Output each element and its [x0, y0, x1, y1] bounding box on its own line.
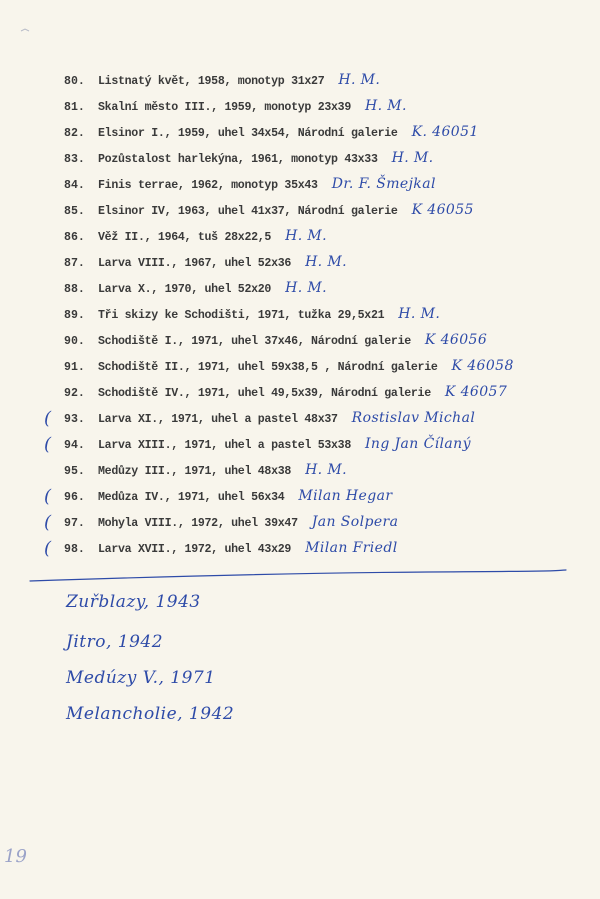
list-item — [44, 512, 594, 534]
list-item — [64, 254, 594, 274]
handwritten-addition: Melancholie, 1942 — [66, 704, 235, 724]
handwritten-owner-note: H. M. — [285, 228, 327, 244]
entry-number: 92. — [64, 387, 85, 400]
page-number: 19 — [4, 846, 27, 867]
handwritten-addition: Medúzy V., 1971 — [66, 668, 216, 688]
entry-text: Finis terrae, 1962, monotyp 35x43 — [98, 179, 318, 192]
entry-text: Medůzy III., 1971, uhel 48x38 — [98, 465, 292, 478]
entry-text: Schodiště IV., 1971, uhel 49,5x39, Národní galerie — [98, 387, 431, 400]
entry-number: 82. — [64, 127, 85, 140]
handwritten-owner-note: Ing Jan Čílaný — [364, 436, 471, 452]
entry-number: 88. — [64, 283, 85, 296]
handwritten-owner-note: K 46057 — [444, 384, 508, 400]
handwritten-owner-note: H. M. — [305, 254, 347, 270]
handwritten-owner-note: H. M. — [364, 98, 407, 114]
handwritten-owner-note: H. M. — [391, 150, 434, 166]
entry-text: Elsinor I., 1959, uhel 34x54, Národní galerie — [98, 127, 398, 140]
list-item — [64, 150, 594, 170]
list-item — [44, 408, 594, 430]
list-item — [44, 434, 594, 456]
entry-text: Věž II., 1964, tuš 28x22,5 — [98, 231, 272, 244]
entry-number: 96. — [64, 491, 85, 504]
list-item — [44, 486, 594, 508]
list-item — [64, 462, 594, 482]
entry-text: Larva VIII., 1967, uhel 52x36 — [98, 257, 292, 270]
handwritten-owner-note: Jan Solpera — [311, 514, 399, 530]
list-item — [64, 124, 594, 144]
entry-text: Pozůstalost harlekýna, 1961, monotyp 43x33 — [98, 153, 378, 166]
list-item — [64, 358, 594, 378]
list-item — [64, 176, 594, 196]
handwritten-bracket-mark: ( — [44, 434, 52, 455]
list-item — [64, 202, 594, 222]
handwritten-owner-note: H. M. — [285, 280, 327, 296]
list-item — [64, 306, 594, 326]
list-item — [64, 332, 594, 352]
entry-number: 95. — [64, 465, 85, 478]
entry-text: Mohyla VIII., 1972, uhel 39x47 — [98, 517, 298, 530]
entry-number: 98. — [64, 543, 85, 556]
entry-number: 83. — [64, 153, 85, 166]
entry-text: Elsinor IV, 1963, uhel 41x37, Národní galerie — [98, 205, 398, 218]
handwritten-bracket-mark: ( — [44, 538, 52, 559]
entry-number: 86. — [64, 231, 85, 244]
handwritten-owner-note: H. M. — [305, 462, 347, 478]
handwritten-owner-note: K 46055 — [411, 202, 474, 218]
entry-text: Skalní město III., 1959, monotyp 23x39 — [98, 101, 351, 114]
entry-text: Larva X., 1970, uhel 52x20 — [98, 283, 272, 296]
handwritten-divider-line — [28, 567, 568, 585]
entry-text: Tři skizy ke Schodišti, 1971, tužka 29,5x21 — [98, 309, 385, 322]
corner-mark-icon — [20, 28, 30, 34]
handwritten-owner-note: Dr. F. Šmejkal — [331, 176, 436, 192]
entry-text: Medůza IV., 1971, uhel 56x34 — [98, 491, 285, 504]
list-item — [64, 228, 594, 248]
entry-number: 91. — [64, 361, 85, 374]
handwritten-owner-note: Rostislav Michal — [351, 410, 476, 426]
entry-number: 97. — [64, 517, 85, 530]
entry-text: Schodiště I., 1971, uhel 37x46, Národní galerie — [98, 335, 411, 348]
entry-text: Larva XVII., 1972, uhel 43x29 — [98, 543, 292, 556]
entry-text: Schodiště II., 1971, uhel 59x38,5 , Národní galerie — [98, 361, 438, 374]
list-item — [44, 538, 594, 560]
entry-number: 93. — [64, 413, 85, 426]
handwritten-owner-note: Milan Friedl — [305, 540, 398, 556]
list-item — [64, 280, 594, 300]
entry-number: 90. — [64, 335, 85, 348]
handwritten-owner-note: K 46058 — [451, 358, 514, 374]
handwritten-bracket-mark: ( — [44, 486, 52, 507]
handwritten-owner-note: Milan Hegar — [298, 488, 393, 504]
handwritten-owner-note: H. M. — [398, 306, 441, 322]
handwritten-owner-note: K 46056 — [424, 332, 488, 348]
entry-number: 81. — [64, 101, 85, 114]
entry-number: 89. — [64, 309, 85, 322]
entry-text: Larva XIII., 1971, uhel a pastel 53x38 — [98, 439, 351, 452]
handwritten-owner-note: K. 46051 — [411, 124, 479, 140]
list-item — [64, 98, 594, 118]
list-item — [64, 72, 594, 92]
handwritten-bracket-mark: ( — [44, 408, 52, 429]
entry-number: 80. — [64, 75, 85, 88]
entry-number: 85. — [64, 205, 85, 218]
handwritten-bracket-mark: ( — [44, 512, 52, 533]
entry-text: Listnatý květ, 1958, monotyp 31x27 — [98, 75, 325, 88]
entry-number: 87. — [64, 257, 85, 270]
handwritten-owner-note: H. M. — [338, 72, 381, 88]
handwritten-addition: Zuřblazy, 1943 — [66, 592, 201, 612]
entry-number: 94. — [64, 439, 85, 452]
handwritten-addition: Jitro, 1942 — [66, 632, 164, 652]
list-item — [64, 384, 594, 404]
entry-number: 84. — [64, 179, 85, 192]
entry-text: Larva XI., 1971, uhel a pastel 48x37 — [98, 413, 338, 426]
